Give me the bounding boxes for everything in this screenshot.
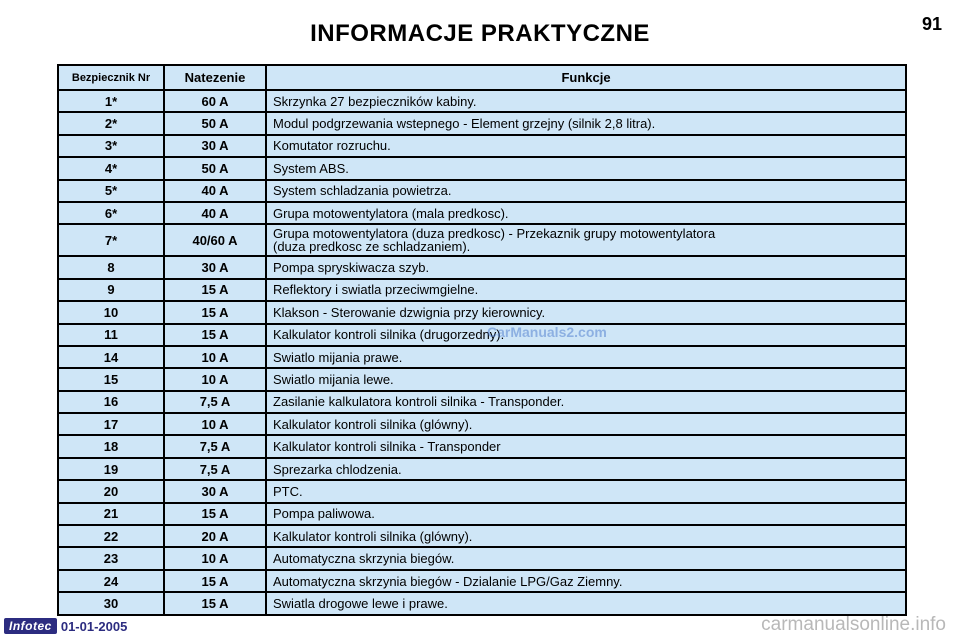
fuse-table [57, 64, 907, 616]
function-text-line2: (duza predkosc ze schladzaniem). [273, 239, 471, 255]
function-text: Swiatlo mijania prawe. [273, 349, 403, 365]
function-text: Modul podgrzewania wstepnego - Element grzejny (silnik 2,8 litra). [273, 116, 656, 132]
cell-fuse-nr: 3* [58, 135, 164, 157]
table-row [58, 525, 906, 547]
table-row [58, 256, 906, 278]
function-text: Swiatla drogowe lewe i prawe. [273, 595, 448, 611]
cell-rating: 60 A [164, 90, 266, 112]
footer-date: 01-01-2005 [60, 618, 128, 634]
function-text: Sprezarka chlodzenia. [273, 461, 402, 477]
cell-fuse-nr: 18 [58, 435, 164, 457]
table-row [58, 224, 906, 256]
function-text: Kalkulator kontroli silnika (glówny). [273, 416, 473, 432]
footer [4, 617, 127, 635]
page-title: INFORMACJE PRAKTYCZNE [310, 20, 650, 47]
function-text: Swiatlo mijania lewe. [273, 371, 394, 387]
cell-function [266, 570, 906, 592]
table-row [58, 435, 906, 457]
cell-function [266, 391, 906, 413]
cell-function [266, 435, 906, 457]
table-row [58, 458, 906, 480]
cell-rating: 15 A [164, 503, 266, 525]
cell-fuse-nr: 14 [58, 346, 164, 368]
function-text: Zasilanie kalkulatora kontroli silnika - Transponder. [273, 394, 565, 410]
cell-rating: 7,5 A [164, 391, 266, 413]
function-text: Komutator rozruchu. [273, 138, 391, 154]
cell-function [266, 256, 906, 278]
cell-rating: 40/60 A [164, 224, 266, 256]
infotec-logo: Infotec [4, 618, 57, 634]
table-row [58, 135, 906, 157]
cell-rating: 40 A [164, 180, 266, 202]
table-row [58, 90, 906, 112]
cell-rating: 15 A [164, 279, 266, 301]
cell-function [266, 592, 906, 614]
header-fuse-nr: Bezpiecznik Nr [58, 65, 164, 90]
table-header-row [58, 65, 906, 90]
cell-function [266, 547, 906, 569]
table-row [58, 346, 906, 368]
cell-rating: 30 A [164, 135, 266, 157]
cell-rating: 10 A [164, 368, 266, 390]
cell-function [266, 458, 906, 480]
function-text: Kalkulator kontroli silnika (glówny). [273, 528, 473, 544]
cell-fuse-nr: 2* [58, 112, 164, 134]
cell-rating: 40 A [164, 202, 266, 224]
cell-fuse-nr: 30 [58, 592, 164, 614]
cell-function [266, 224, 906, 256]
cell-function [266, 480, 906, 502]
cell-fuse-nr: 24 [58, 570, 164, 592]
cell-fuse-nr: 5* [58, 180, 164, 202]
cell-rating: 20 A [164, 525, 266, 547]
cell-rating: 10 A [164, 413, 266, 435]
function-text: System ABS. [273, 160, 349, 176]
page-number: 91 [921, 14, 942, 34]
cell-fuse-nr: 11 [58, 324, 164, 346]
cell-fuse-nr: 22 [58, 525, 164, 547]
cell-fuse-nr: 16 [58, 391, 164, 413]
cell-fuse-nr: 1* [58, 90, 164, 112]
watermark-center: CarManuals2.com [487, 324, 607, 340]
table-row [58, 480, 906, 502]
table-row [58, 503, 906, 525]
table-row [58, 413, 906, 435]
cell-fuse-nr: 21 [58, 503, 164, 525]
cell-fuse-nr: 7* [58, 224, 164, 256]
cell-fuse-nr: 20 [58, 480, 164, 502]
table-row [58, 301, 906, 323]
cell-rating: 15 A [164, 592, 266, 614]
cell-fuse-nr: 4* [58, 157, 164, 179]
cell-function [266, 368, 906, 390]
cell-rating: 10 A [164, 346, 266, 368]
cell-rating: 7,5 A [164, 435, 266, 457]
cell-rating: 30 A [164, 480, 266, 502]
cell-fuse-nr: 23 [58, 547, 164, 569]
watermark-bottom: carmanualsonline.info [761, 614, 946, 635]
function-text: Grupa motowentylatora (mala predkosc). [273, 205, 509, 221]
cell-fuse-nr: 19 [58, 458, 164, 480]
function-text: Grupa motowentylatora (duza predkosc) - Przekaznik grupy motowentylatora [273, 226, 716, 242]
cell-fuse-nr: 8 [58, 256, 164, 278]
cell-function [266, 90, 906, 112]
cell-function [266, 301, 906, 323]
cell-function [266, 503, 906, 525]
cell-rating: 10 A [164, 547, 266, 569]
function-text: Automatyczna skrzynia biegów - Dzialanie LPG/Gaz Ziemny. [273, 573, 623, 589]
cell-rating: 50 A [164, 112, 266, 134]
cell-function [266, 180, 906, 202]
table-row [58, 202, 906, 224]
table-row [58, 570, 906, 592]
function-text: Kalkulator kontroli silnika - Transponder [273, 439, 501, 455]
cell-function [266, 157, 906, 179]
table-row [58, 157, 906, 179]
function-text: Reflektory i swiatla przeciwmgielne. [273, 282, 479, 298]
cell-rating: 50 A [164, 157, 266, 179]
cell-rating: 15 A [164, 570, 266, 592]
cell-fuse-nr: 17 [58, 413, 164, 435]
table-row [58, 112, 906, 134]
cell-fuse-nr: 9 [58, 279, 164, 301]
table-row [58, 592, 906, 614]
function-text: PTC. [273, 483, 303, 499]
header-functions: Funkcje [266, 65, 906, 90]
table-row [58, 180, 906, 202]
table-row [58, 391, 906, 413]
function-text: Skrzynka 27 bezpieczników kabiny. [273, 93, 477, 109]
function-text: Pompa spryskiwacza szyb. [273, 260, 430, 276]
table-row [58, 547, 906, 569]
cell-function [266, 135, 906, 157]
function-text: Pompa paliwowa. [273, 506, 375, 522]
table-row [58, 324, 906, 346]
cell-function [266, 279, 906, 301]
cell-rating: 30 A [164, 256, 266, 278]
cell-rating: 7,5 A [164, 458, 266, 480]
cell-fuse-nr: 10 [58, 301, 164, 323]
function-text: System schladzania powietrza. [273, 183, 452, 199]
cell-fuse-nr: 15 [58, 368, 164, 390]
cell-function [266, 346, 906, 368]
header-rating: Natezenie [164, 65, 266, 90]
cell-function [266, 413, 906, 435]
function-text: Kalkulator kontroli silnika (drugorzedny). [273, 327, 505, 343]
function-text: Automatyczna skrzynia biegów. [273, 551, 455, 567]
cell-function [266, 525, 906, 547]
cell-rating: 15 A [164, 301, 266, 323]
cell-fuse-nr: 6* [58, 202, 164, 224]
function-text: Klakson - Sterowanie dzwignia przy kierownicy. [273, 304, 546, 320]
table-row [58, 279, 906, 301]
cell-function [266, 112, 906, 134]
table-row [58, 368, 906, 390]
cell-function [266, 202, 906, 224]
cell-rating: 15 A [164, 324, 266, 346]
